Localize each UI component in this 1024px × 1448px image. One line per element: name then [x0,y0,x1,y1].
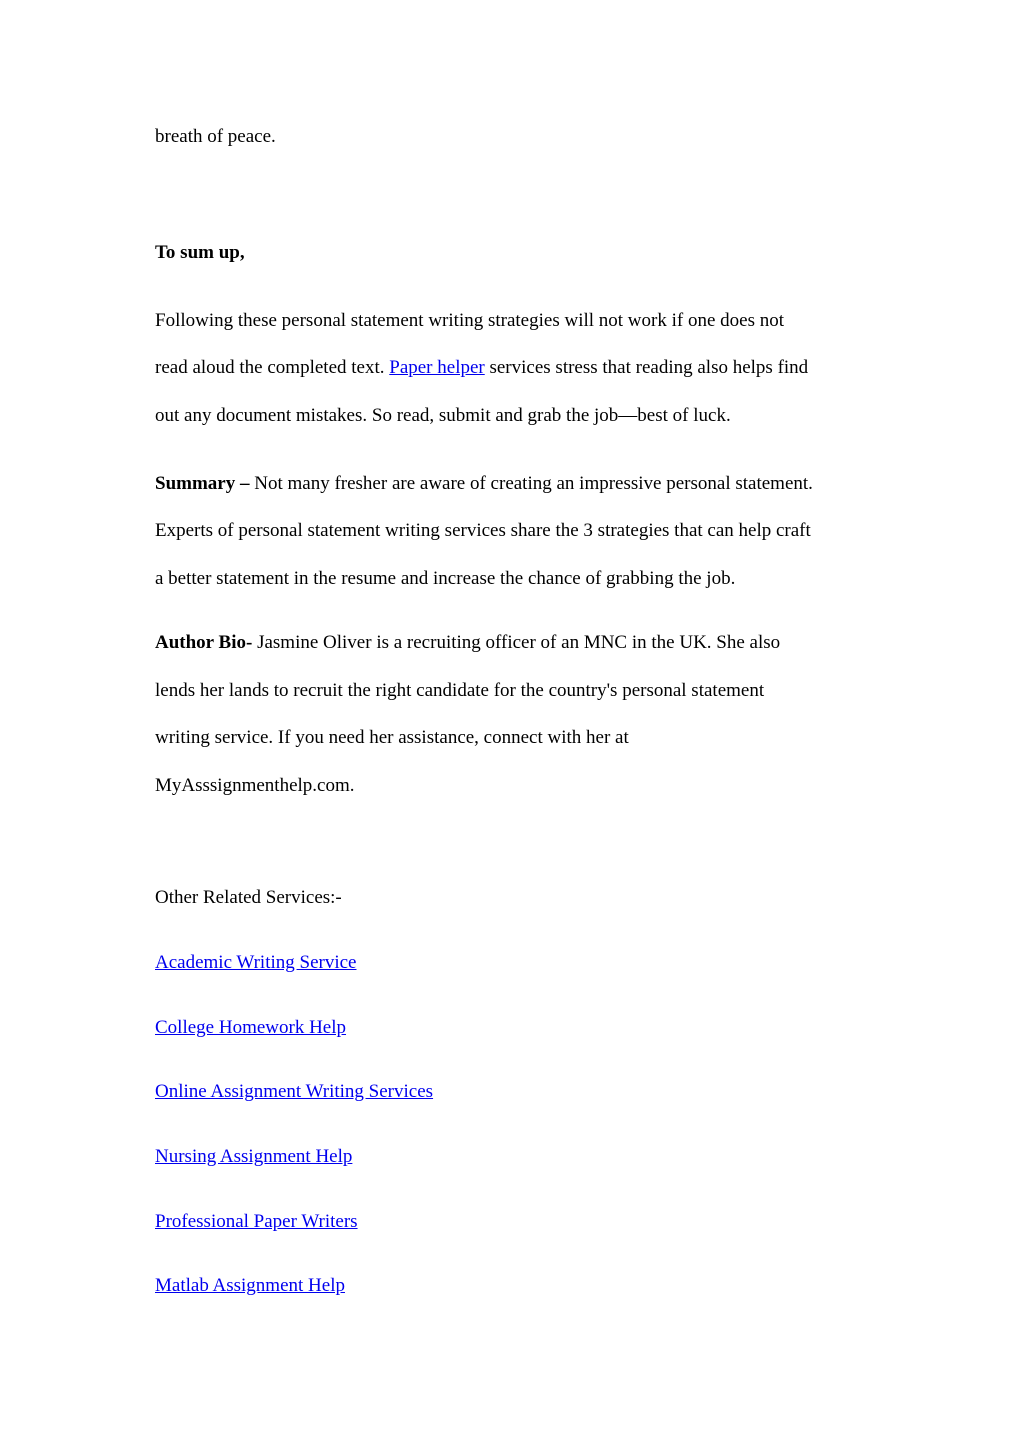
conclusion-paragraph-line-1: Following these personal statement writing strategies will not work if one does not [155,310,785,331]
summary-label: Summary – [155,473,250,494]
summary-line-1 [155,472,813,496]
conclusion-paragraph-line-2 [155,356,808,380]
related-link-item [155,1274,345,1298]
matlab-assignment-help-link[interactable]: Matlab Assignment Help [155,1275,345,1296]
author-bio-line-4: MyAsssignmenthelp.com. [155,775,355,796]
professional-paper-writers-link[interactable]: Professional Paper Writers [155,1211,358,1232]
author-bio-line-2: lends her lands to recruit the right candidate for the country's personal statement [155,680,765,701]
paper-helper-link[interactable]: Paper helper [389,357,485,378]
related-link-item [155,1210,358,1234]
conclusion-paragraph-line-3: out any document mistakes. So read, submit and grab the job—best of luck. [155,405,731,426]
author-bio-text: Jasmine Oliver is a recruiting officer of an MNC in the UK. She also [252,632,781,653]
summary-line-2: Experts of personal statement writing services share the 3 strategies that can help craft [155,520,811,541]
intro-line: breath of peace. [155,126,276,147]
academic-writing-service-link[interactable]: Academic Writing Service [155,952,357,973]
author-bio-line-1 [155,631,780,655]
college-homework-help-link[interactable]: College Homework Help [155,1017,347,1038]
related-services-heading: Other Related Services:- [155,887,342,908]
related-link-item [155,1016,346,1040]
author-bio-label: Author Bio- [155,632,253,653]
online-assignment-writing-services-link[interactable]: Online Assignment Writing Services [155,1081,434,1102]
summary-text: Not many fresher are aware of creating an impressive personal statement. [249,473,813,494]
related-link-item [155,951,356,975]
conclusion-text-after-link: services stress that reading also helps find [484,357,809,378]
summary-line-3: a better statement in the resume and increase the chance of grabbing the job. [155,568,736,589]
related-link-item [155,1080,433,1104]
nursing-assignment-help-link[interactable]: Nursing Assignment Help [155,1146,353,1167]
conclusion-text-before-link: read aloud the completed text. [155,357,390,378]
related-link-item [155,1145,352,1169]
conclusion-heading: To sum up, [155,242,245,263]
author-bio-line-3: writing service. If you need her assistance, connect with her at [155,727,629,748]
